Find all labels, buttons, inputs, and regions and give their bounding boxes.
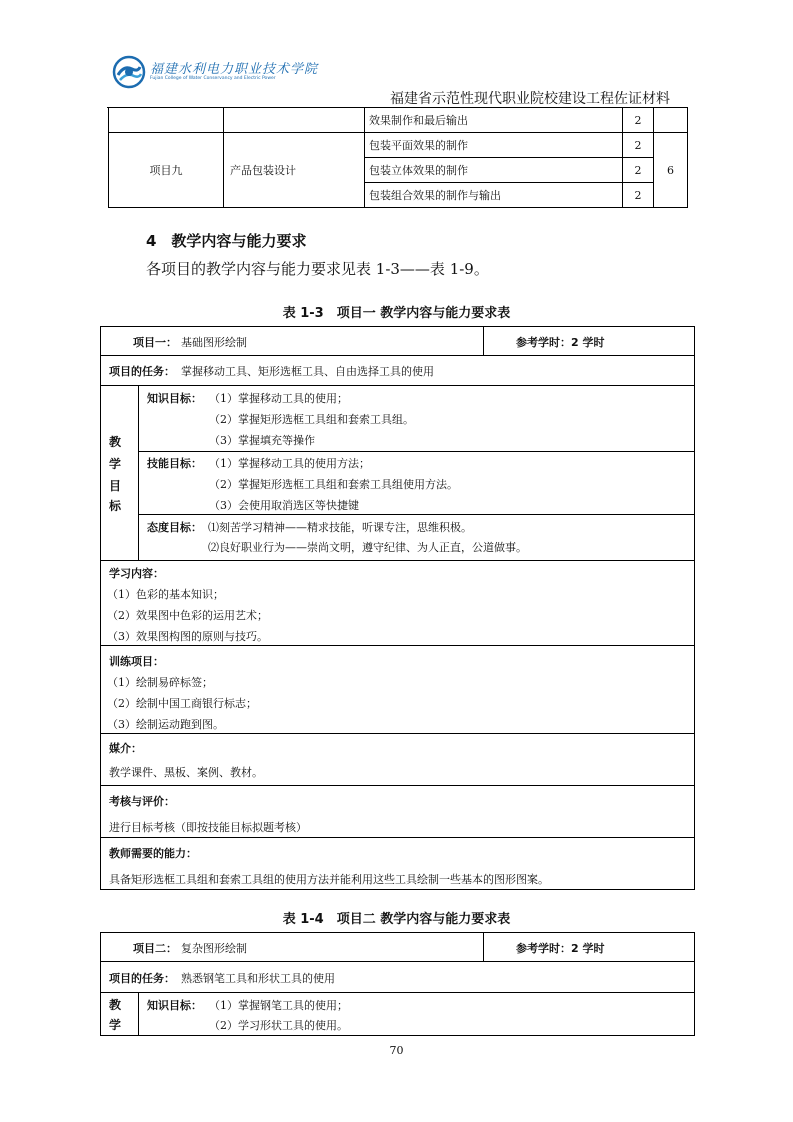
divider [138, 992, 139, 1035]
project-label: 项目一： [133, 336, 177, 349]
college-logo [112, 52, 319, 92]
knowledge-item: （2）学习形状工具的使用。 [209, 1019, 348, 1032]
project-label: 项目二： [133, 942, 177, 955]
skill-item: （3）会使用取消选区等快捷键 [209, 499, 359, 512]
goal-side-char: 标 [109, 499, 122, 513]
attitude-label: 态度目标： [147, 521, 202, 534]
divider [483, 933, 484, 961]
divider [101, 961, 694, 962]
goal-side-char: 学 [109, 1018, 122, 1032]
divider [138, 385, 139, 560]
table-row [109, 133, 688, 158]
task-cell: 包装平面效果的制作 [365, 133, 623, 158]
content-item: （1）色彩的基本知识； [107, 588, 224, 601]
training-item: （2）绘制中国工商银行标志； [107, 697, 257, 710]
project-cell: 项目九 [109, 133, 224, 208]
logo-subtext: Fujian College of Water Conservancy and Electric Power [150, 76, 276, 81]
divider [101, 355, 694, 356]
divider [101, 645, 694, 646]
divider [483, 327, 484, 355]
divider [101, 992, 694, 993]
total-cell-blank [654, 108, 688, 133]
header-title: 福建省示范性现代职业院校建设工程佐证材料 [390, 91, 670, 107]
divider [138, 451, 694, 452]
page-number: 70 [389, 1044, 404, 1057]
hours-label: 参考学时：2 学时 [516, 942, 605, 955]
teacher-label: 教师需要的能力： [109, 847, 197, 860]
media-value: 教学课件、黑板、案例、教材。 [109, 766, 263, 779]
divider [101, 733, 694, 734]
table-caption: 表 1-4 项目二 教学内容与能力要求表 [282, 912, 511, 927]
hours-cell: 2 [623, 158, 654, 183]
table-1-3 [100, 326, 695, 890]
attitude-item: ⑴刻苦学习精神——精求技能，听课专注，思维积极。 [208, 521, 472, 534]
skill-item: （2）掌握矩形选框工具组和套索工具组使用方法。 [209, 478, 458, 491]
project-value: 基础图形绘制 [181, 336, 247, 349]
knowledge-item: （1）掌握移动工具的使用； [209, 392, 348, 405]
project-value: 复杂图形绘制 [181, 942, 247, 955]
training-label: 训练项目： [109, 655, 164, 668]
content-item: （2）效果图中色彩的运用艺术； [107, 609, 268, 622]
table-row [109, 108, 688, 133]
skill-item: （1）掌握移动工具的使用方法； [209, 457, 370, 470]
hours-cell: 2 [623, 108, 654, 133]
college-emblem-icon [112, 55, 146, 89]
task-value: 熟悉钢笔工具和形状工具的使用 [181, 972, 335, 985]
training-item: （3）绘制运动跑到图。 [107, 718, 224, 731]
schedule-table [108, 107, 688, 208]
divider [101, 785, 694, 786]
task-cell: 包装组合效果的制作与输出 [365, 183, 623, 208]
knowledge-item: （3）掌握填充等操作 [209, 434, 315, 447]
logo-text: 福建水利电力职业技术学院 [150, 62, 319, 77]
training-item: （1）绘制易碎标签； [107, 676, 213, 689]
total-cell: 6 [654, 133, 688, 208]
knowledge-label: 知识目标： [147, 999, 202, 1012]
knowledge-label: 知识目标： [147, 392, 202, 405]
skill-label: 技能目标： [147, 457, 202, 470]
assess-label: 考核与评价： [109, 795, 175, 808]
content-label: 学习内容： [109, 567, 164, 580]
assess-value: 进行目标考核（即按技能目标拟题考核） [109, 821, 307, 834]
knowledge-item: （2）掌握矩形选框工具组和套索工具组。 [209, 413, 414, 426]
task-label: 项目的任务： [109, 365, 175, 378]
task-cell: 包装立体效果的制作 [365, 158, 623, 183]
divider [101, 385, 694, 386]
goal-side-char: 学 [109, 457, 122, 471]
divider [101, 837, 694, 838]
table-1-4 [100, 932, 695, 1036]
knowledge-item: （1）掌握钢笔工具的使用； [209, 999, 348, 1012]
section-body: 各项目的教学内容与能力要求见表 1-3——表 1-9。 [146, 260, 489, 278]
divider [138, 514, 694, 515]
goal-side-char: 教 [109, 998, 122, 1012]
goal-side-char: 目 [109, 479, 122, 493]
goal-side-char: 教 [109, 435, 122, 449]
task-value: 掌握移动工具、矩形选框工具、自由选择工具的使用 [181, 365, 434, 378]
content-item: （3）效果图构图的原则与技巧。 [107, 630, 268, 643]
hours-label: 参考学时：2 学时 [516, 336, 605, 349]
hours-cell: 2 [623, 133, 654, 158]
name-cell: 产品包装设计 [224, 133, 365, 208]
name-cell [224, 108, 365, 133]
section-heading: 4 教学内容与能力要求 [146, 232, 307, 250]
task-cell: 效果制作和最后输出 [365, 108, 623, 133]
hours-cell: 2 [623, 183, 654, 208]
task-label: 项目的任务： [109, 972, 175, 985]
attitude-item: ⑵良好职业行为——崇尚文明，遵守纪律、为人正直，公道做事。 [208, 541, 527, 554]
project-cell [109, 108, 224, 133]
teacher-value: 具备矩形选框工具组和套索工具组的使用方法并能利用这些工具绘制一些基本的图形图案。 [109, 873, 549, 886]
divider [101, 560, 694, 561]
media-label: 媒介： [109, 742, 142, 755]
table-caption: 表 1-3 项目一 教学内容与能力要求表 [282, 306, 511, 321]
